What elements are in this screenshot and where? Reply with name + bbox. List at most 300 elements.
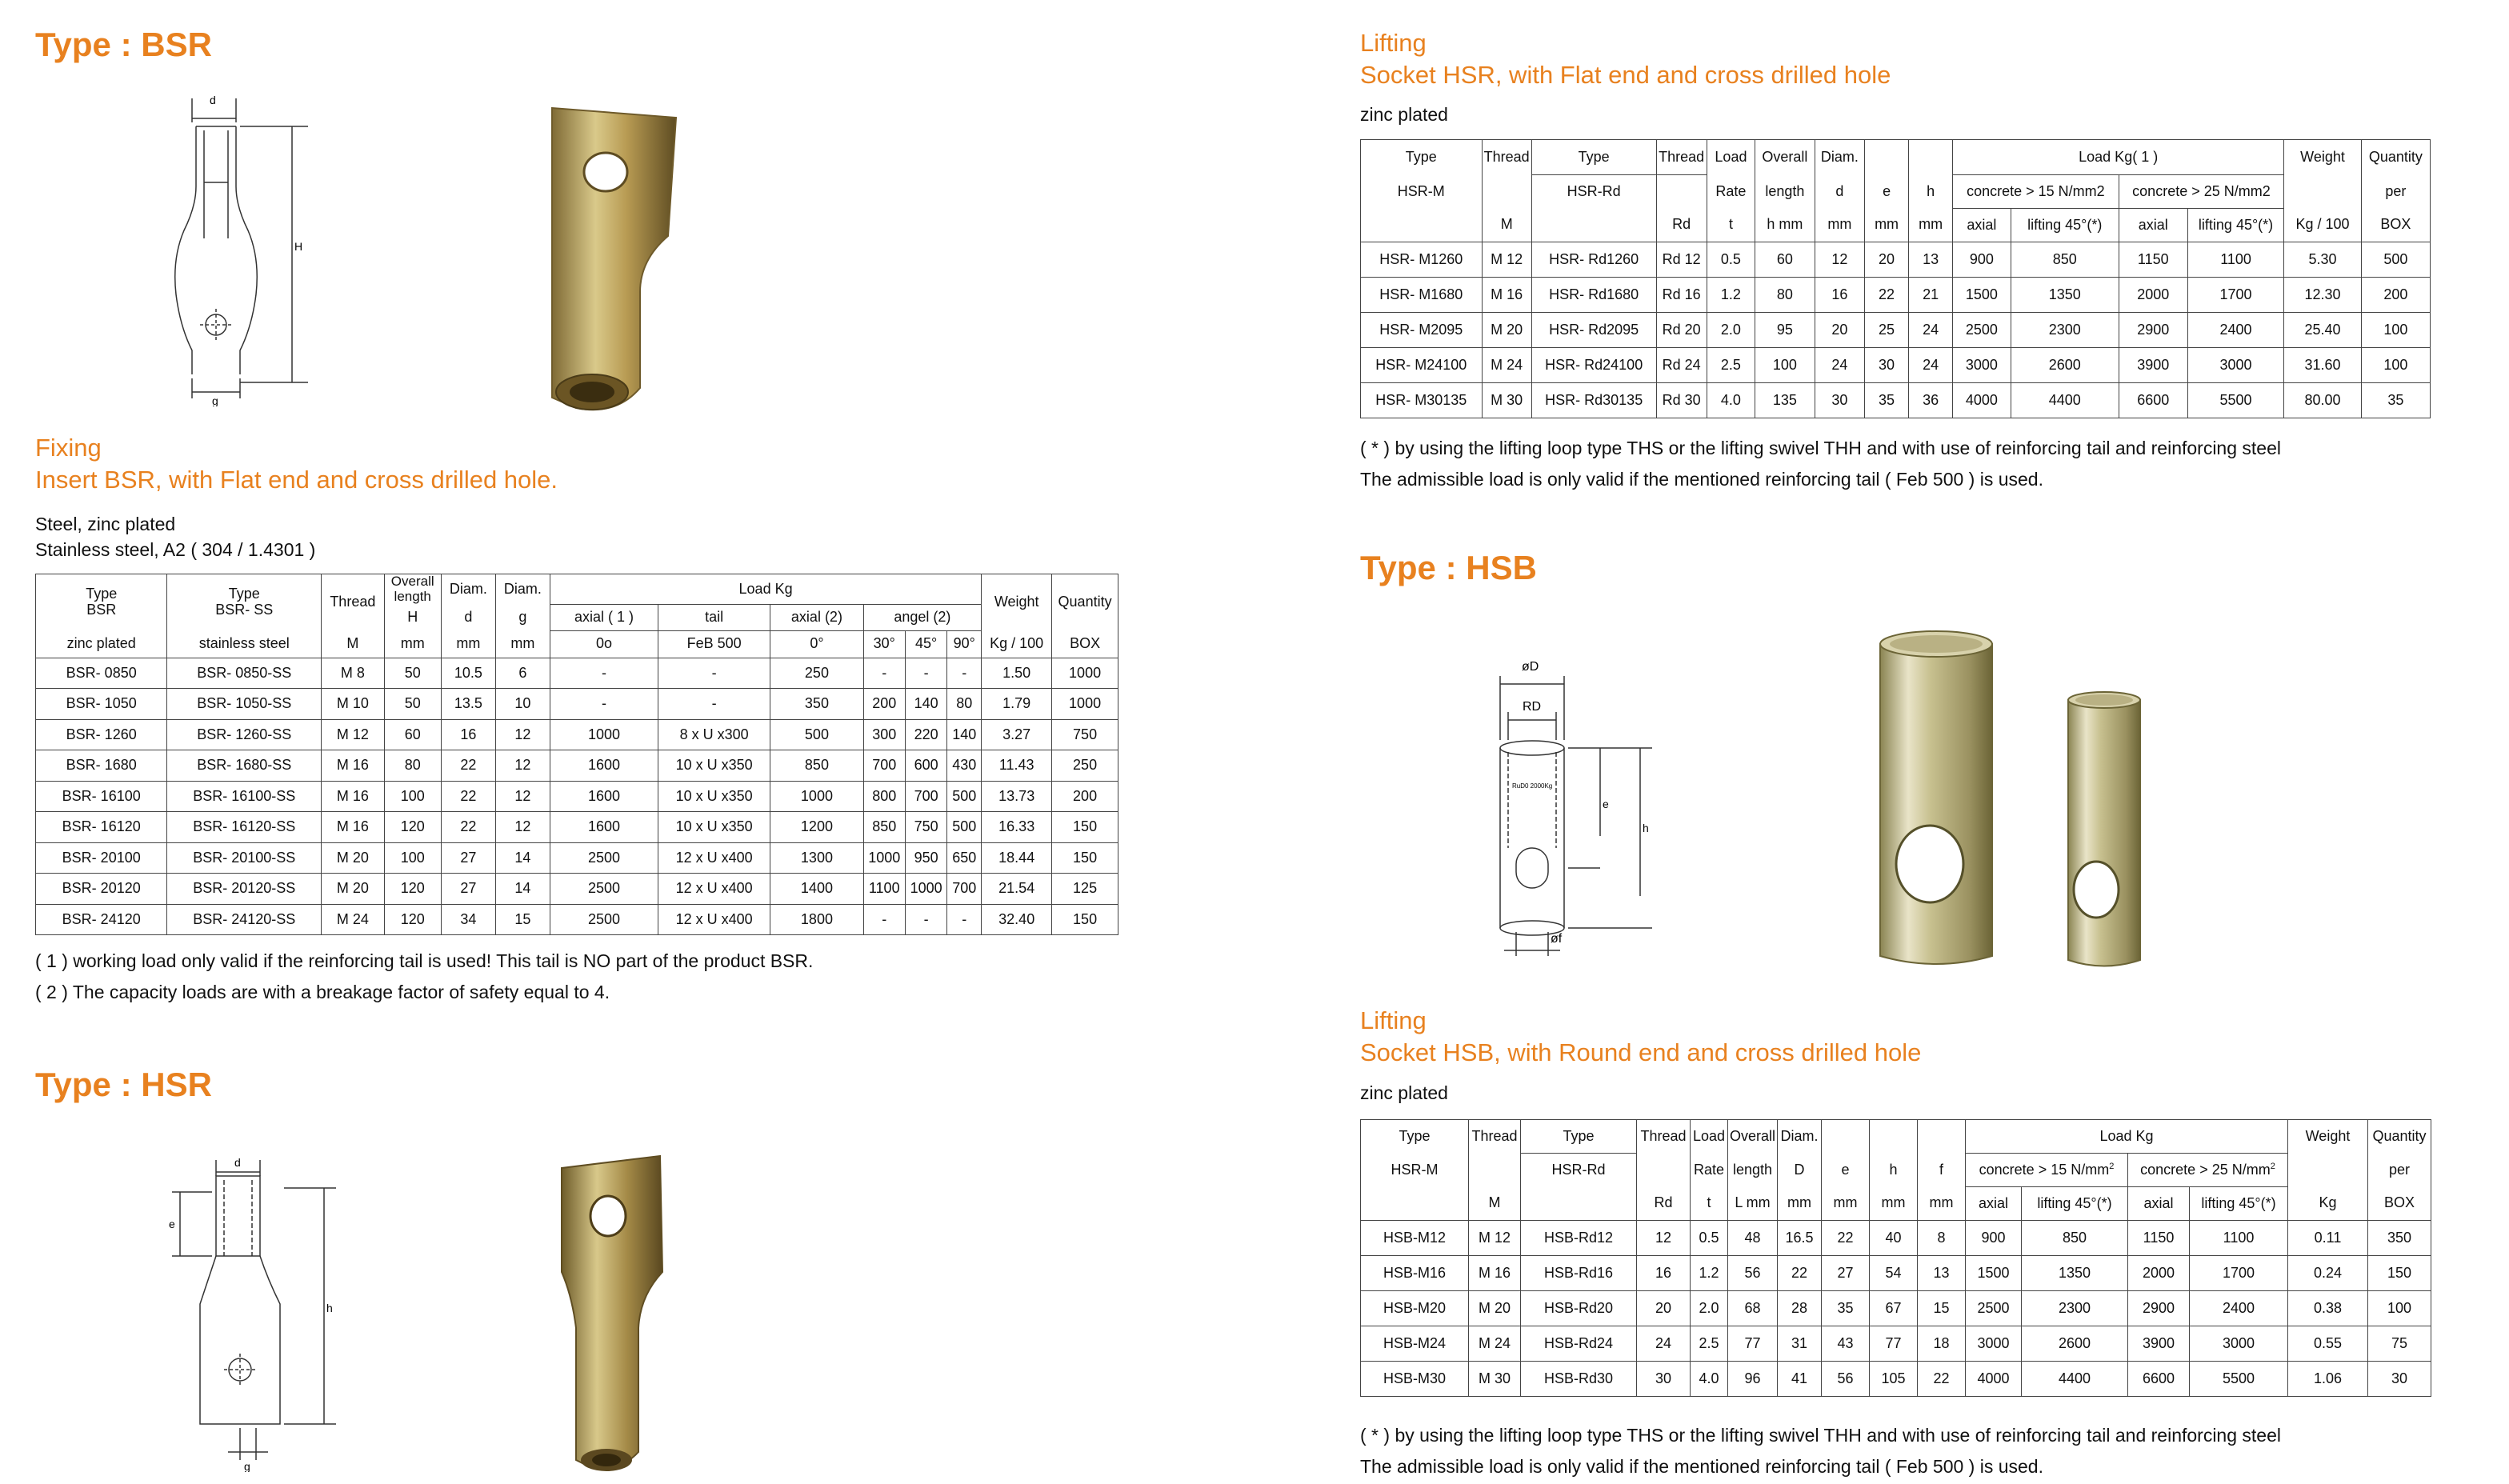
- hsb-dim-rd: RD: [1523, 700, 1542, 714]
- table-cell: 2.5: [1707, 348, 1755, 383]
- table-cell: 2500: [550, 842, 658, 874]
- table-cell: 2000: [2128, 1256, 2190, 1291]
- table-cell: 32.40: [982, 904, 1052, 935]
- table-cell: 1100: [863, 874, 905, 905]
- table-cell: 4.0: [1707, 383, 1755, 418]
- bsr-table-row: [36, 658, 1118, 689]
- table-cell: HSR- Rd24100: [1531, 348, 1656, 383]
- table-cell: 10 x U x350: [658, 750, 770, 782]
- table-cell: 56: [1822, 1362, 1870, 1397]
- table-cell: -: [658, 658, 770, 689]
- table-cell: 22: [441, 781, 495, 812]
- table-cell: 12.30: [2284, 278, 2362, 313]
- table-cell: 22: [1865, 278, 1909, 313]
- table-cell: 850: [2011, 242, 2119, 278]
- table-cell: 1000: [770, 781, 863, 812]
- table-cell: 140: [947, 719, 982, 750]
- hsb-table-row: [1361, 1362, 2431, 1397]
- table-cell: 1700: [2190, 1256, 2288, 1291]
- table-cell: 10 x U x350: [658, 781, 770, 812]
- table-cell: 75: [2368, 1326, 2431, 1362]
- bsr-material-2: Stainless steel, A2 ( 304 / 1.4301 ): [35, 539, 316, 560]
- table-cell: 22: [441, 812, 495, 843]
- table-cell: HSR- M2095: [1361, 313, 1483, 348]
- bsr-material-1: Steel, zinc plated: [35, 514, 176, 534]
- table-cell: HSR- M30135: [1361, 383, 1483, 418]
- table-cell: 200: [2361, 278, 2430, 313]
- table-cell: 54: [1870, 1256, 1918, 1291]
- hsb-table-row: [1361, 1221, 2431, 1256]
- hsb-table-row: [1361, 1256, 2431, 1291]
- table-cell: M 24: [322, 904, 385, 935]
- table-cell: 68: [1728, 1291, 1778, 1326]
- table-cell: BSR- 1680: [36, 750, 167, 782]
- table-cell: 1600: [550, 812, 658, 843]
- table-cell: 3000: [1953, 348, 2011, 383]
- table-cell: -: [905, 904, 946, 935]
- table-cell: 12 x U x400: [658, 842, 770, 874]
- table-cell: 140: [905, 689, 946, 720]
- table-cell: 100: [384, 781, 441, 812]
- table-cell: -: [947, 658, 982, 689]
- table-cell: 4000: [1966, 1362, 2022, 1397]
- table-cell: 12: [495, 781, 550, 812]
- table-cell: 1300: [770, 842, 863, 874]
- table-cell: 350: [2368, 1221, 2431, 1256]
- hsb-table-row: [1361, 1326, 2431, 1362]
- table-cell: 700: [863, 750, 905, 782]
- table-cell: BSR- 0850: [36, 658, 167, 689]
- table-cell: 16.5: [1778, 1221, 1822, 1256]
- table-cell: 35: [1865, 383, 1909, 418]
- table-cell: 22: [1918, 1362, 1966, 1397]
- table-cell: 30: [2368, 1362, 2431, 1397]
- table-cell: 0.55: [2288, 1326, 2368, 1362]
- table-cell: 100: [1755, 348, 1815, 383]
- table-cell: HSB-M30: [1361, 1362, 1469, 1397]
- hsb-table-row: [1361, 1291, 2431, 1326]
- hsr-spec-table: Type Thread Type Thread Load Overall Diam. Load Kg( 1 ) Weight Quantity HSR-M HSR-Rd Rate length d e h concrete > 15 N/mm2 concrete > 25 N/mm2 per M Rd t h mm mm mm mm axial lifting 45°(*) axial lifting 45°(*) Kg / 100 BOX HSR- M1260 M 12 HSR- Rd1260 Rd 12 0.5 60 12 20 13 900 850 1150 1100 5.30 500 HSR- M1680 M 16 HSR- Rd1680 Rd 16 1.2 80 16 22 21 1500 1350 2000 1700 12.30 200 HSR- M2095 M 20 HSR- Rd2095 Rd 20 2.0 95 20 25 24 2500 2300 2900 2400 25.40 100 HSR- M24100 M 24 HSR- Rd24100 Rd 24 2.5 100 24 30 24 3000 2600 3900 3000 31.60 100 HSR- M30135 M 30 HSR- Rd30135 Rd 30 4.0 135 30 35 36 4000 4400 6600 5500 80.00 35: [1360, 139, 2431, 418]
- table-cell: 3000: [2187, 348, 2283, 383]
- table-cell: 1800: [770, 904, 863, 935]
- table-cell: 2500: [1953, 313, 2011, 348]
- table-cell: HSB-Rd16: [1521, 1256, 1637, 1291]
- table-cell: 40: [1870, 1221, 1918, 1256]
- bsr-type-title: Type : BSR: [35, 26, 212, 63]
- hsb-dim-od: øD: [1522, 660, 1539, 674]
- table-cell: 31: [1778, 1326, 1822, 1362]
- bsr-dim-d: d: [210, 94, 216, 106]
- table-cell: 350: [770, 689, 863, 720]
- table-cell: 100: [2361, 348, 2430, 383]
- table-cell: 15: [495, 904, 550, 935]
- table-cell: 120: [384, 874, 441, 905]
- table-cell: 850: [863, 812, 905, 843]
- table-cell: BSR- 20120: [36, 874, 167, 905]
- table-cell: 700: [947, 874, 982, 905]
- bsr-section-title: Fixing: [35, 434, 102, 462]
- table-cell: BSR- 16100-SS: [167, 781, 322, 812]
- table-cell: 4400: [2022, 1362, 2128, 1397]
- hsb-spec-table: Type Thread Type Thread Load Overall Diam. Load Kg Weight Quantity HSR-M HSR-Rd Rate length D e h f concrete > 15 $N/mm^2$ concrete > 25 $N/mm^2$ per M Rd t L mm mm mm mm mm axial lifting 45°(*) axial lifting 45°(*) Kg BOX HSB-M12 M 12 HSB-Rd12 12 0.5 48 16.5 22 40 8 900 850 1150 1100 0.11 350 HSB-M16 M 16 HSB-Rd16 16 1.2 56 22 27 54 13 1500 1350 2000 1700 0.24 150 HSB-M20 M 20 HSB-Rd20 20 2.0 68 28 35 67 15 2500 2300 2900 2400 0.38 100 HSB-M24 M 24 HSB-Rd24 24 2.5 77 31 43 77 18 3000 2600 3900 3000 0.55 75 HSB-M30 M 30 HSB-Rd30 30 4.0 96 41 56 105 22 4000 4400 6600 5500 1.06 30: [1360, 1119, 2431, 1397]
- table-cell: 220: [905, 719, 946, 750]
- table-cell: M 16: [322, 750, 385, 782]
- table-cell: -: [863, 658, 905, 689]
- table-cell: BSR- 16120: [36, 812, 167, 843]
- table-cell: 13: [1918, 1256, 1966, 1291]
- table-cell: 12: [495, 750, 550, 782]
- bsr-note-2: ( 2 ) The capacity loads are with a breakage factor of safety equal to 4.: [35, 982, 610, 1002]
- table-cell: 21.54: [982, 874, 1052, 905]
- table-cell: 60: [384, 719, 441, 750]
- table-cell: BSR- 1680-SS: [167, 750, 322, 782]
- table-cell: -: [905, 658, 946, 689]
- table-cell: 650: [947, 842, 982, 874]
- table-cell: -: [550, 689, 658, 720]
- table-cell: M 20: [1482, 313, 1531, 348]
- table-cell: 1150: [2128, 1221, 2190, 1256]
- table-cell: 10: [495, 689, 550, 720]
- table-cell: 0.38: [2288, 1291, 2368, 1326]
- table-cell: HSR- Rd30135: [1531, 383, 1656, 418]
- table-cell: 0.24: [2288, 1256, 2368, 1291]
- table-cell: 13.5: [441, 689, 495, 720]
- table-cell: 60: [1755, 242, 1815, 278]
- table-cell: 1.79: [982, 689, 1052, 720]
- table-cell: 14: [495, 842, 550, 874]
- table-cell: 1350: [2011, 278, 2119, 313]
- table-cell: 12 x U x400: [658, 904, 770, 935]
- table-cell: 12: [1637, 1221, 1691, 1256]
- table-cell: 250: [770, 658, 863, 689]
- hsb-dim-h: h: [1643, 822, 1649, 834]
- table-cell: 6: [495, 658, 550, 689]
- table-cell: 500: [770, 719, 863, 750]
- table-cell: 80: [947, 689, 982, 720]
- table-cell: BSR- 1050: [36, 689, 167, 720]
- table-cell: 80: [1755, 278, 1815, 313]
- table-cell: 95: [1755, 313, 1815, 348]
- table-cell: 13.73: [982, 781, 1052, 812]
- table-cell: BSR- 16120-SS: [167, 812, 322, 843]
- table-cell: M 16: [1482, 278, 1531, 313]
- table-cell: 1600: [550, 781, 658, 812]
- table-cell: 34: [441, 904, 495, 935]
- bsr-table-row: [36, 781, 1118, 812]
- table-cell: 200: [1052, 781, 1118, 812]
- table-cell: 3900: [2119, 348, 2187, 383]
- table-cell: 10 x U x350: [658, 812, 770, 843]
- table-cell: 25: [1865, 313, 1909, 348]
- hsb-product-photo: [1864, 620, 2168, 980]
- hsr-note-1: ( * ) by using the lifting loop type THS or the lifting swivel THH and with use of reinforcing tail and reinforcing steel: [1360, 438, 2281, 458]
- table-cell: Rd 24: [1656, 348, 1707, 383]
- table-cell: 750: [1052, 719, 1118, 750]
- bsr-product-photo: [520, 100, 720, 416]
- table-cell: 150: [1052, 812, 1118, 843]
- table-cell: 800: [863, 781, 905, 812]
- table-cell: 50: [384, 689, 441, 720]
- table-cell: 300: [863, 719, 905, 750]
- table-cell: 2500: [550, 874, 658, 905]
- table-cell: 1150: [2119, 242, 2187, 278]
- table-cell: HSB-M16: [1361, 1256, 1469, 1291]
- table-cell: 500: [947, 781, 982, 812]
- table-cell: Rd 12: [1656, 242, 1707, 278]
- table-cell: 2600: [2022, 1326, 2128, 1362]
- bsr-dim-h: H: [294, 240, 303, 253]
- table-cell: 500: [2361, 242, 2430, 278]
- table-cell: 1700: [2187, 278, 2283, 313]
- table-cell: M 12: [1469, 1221, 1521, 1256]
- hsr-dim-g: g: [244, 1460, 250, 1472]
- table-cell: 18.44: [982, 842, 1052, 874]
- table-cell: 250: [1052, 750, 1118, 782]
- table-cell: M 16: [322, 781, 385, 812]
- table-cell: 16: [1815, 278, 1864, 313]
- table-cell: 850: [2022, 1221, 2128, 1256]
- table-cell: M 10: [322, 689, 385, 720]
- table-cell: 105: [1870, 1362, 1918, 1397]
- table-cell: 2500: [550, 904, 658, 935]
- table-cell: M 8: [322, 658, 385, 689]
- bsr-dim-g: g: [212, 394, 218, 406]
- table-cell: 20: [1815, 313, 1864, 348]
- table-cell: 900: [1953, 242, 2011, 278]
- table-cell: 3000: [2190, 1326, 2288, 1362]
- table-cell: 30: [1865, 348, 1909, 383]
- table-cell: 14: [495, 874, 550, 905]
- hsb-section-title: Lifting: [1360, 1006, 1427, 1034]
- hsr-section-subtitle: Socket HSR, with Flat end and cross drilled hole: [1360, 61, 1891, 89]
- table-cell: BSR- 16100: [36, 781, 167, 812]
- bsr-table-row: [36, 904, 1118, 935]
- table-cell: HSR- M1260: [1361, 242, 1483, 278]
- table-cell: 850: [770, 750, 863, 782]
- table-cell: 430: [947, 750, 982, 782]
- table-cell: 20: [1865, 242, 1909, 278]
- bsr-table-row: [36, 750, 1118, 782]
- hsb-section-subtitle: Socket HSB, with Round end and cross drilled hole: [1360, 1038, 1922, 1066]
- bsr-table-row: [36, 842, 1118, 874]
- table-cell: 43: [1822, 1326, 1870, 1362]
- hsr-table-row: [1361, 383, 2431, 418]
- table-cell: 22: [1778, 1256, 1822, 1291]
- table-cell: 150: [1052, 842, 1118, 874]
- table-cell: 3000: [1966, 1326, 2022, 1362]
- table-cell: 2500: [1966, 1291, 2022, 1326]
- table-cell: 18: [1918, 1326, 1966, 1362]
- hsb-note-2: The admissible load is only valid if the mentioned reinforcing tail ( Feb 500 ) is used.: [1360, 1456, 2043, 1477]
- table-cell: 16: [1637, 1256, 1691, 1291]
- table-cell: 12 x U x400: [658, 874, 770, 905]
- table-cell: Rd 30: [1656, 383, 1707, 418]
- table-cell: 77: [1728, 1326, 1778, 1362]
- hsr-note-2: The admissible load is only valid if the mentioned reinforcing tail ( Feb 500 ) is used.: [1360, 469, 2043, 490]
- table-cell: Rd 20: [1656, 313, 1707, 348]
- table-cell: 2.0: [1691, 1291, 1728, 1326]
- hsb-material: zinc plated: [1360, 1082, 1448, 1103]
- table-cell: 1100: [2190, 1221, 2288, 1256]
- table-cell: HSB-M12: [1361, 1221, 1469, 1256]
- bsr-section-subtitle: Insert BSR, with Flat end and cross drilled hole.: [35, 466, 558, 494]
- table-cell: 24: [1909, 348, 1953, 383]
- table-cell: -: [863, 904, 905, 935]
- table-cell: 4000: [1953, 383, 2011, 418]
- table-cell: 5.30: [2284, 242, 2362, 278]
- table-cell: 67: [1870, 1291, 1918, 1326]
- table-cell: 3900: [2128, 1326, 2190, 1362]
- table-cell: 1.2: [1707, 278, 1755, 313]
- table-cell: 24: [1637, 1326, 1691, 1362]
- table-cell: 2900: [2128, 1291, 2190, 1326]
- table-cell: -: [550, 658, 658, 689]
- table-cell: 2400: [2187, 313, 2283, 348]
- bsr-note-1: ( 1 ) working load only valid if the reinforcing tail is used! This tail is NO part of the product BSR.: [35, 950, 814, 971]
- table-cell: BSR- 24120-SS: [167, 904, 322, 935]
- table-cell: 0.5: [1707, 242, 1755, 278]
- bsr-table-row: [36, 812, 1118, 843]
- bsr-spec-table: Type BSR Type BSR- SS Thread Overall length Diam. Diam. Load Kg Weight Quantity H d g axial ( 1 ) tail axial (2) angel (2) zinc plated stainless steel M mm mm mm 0o FeB 500 0° 30° 45° 90° Kg / 100 BOX BSR- 0850 BSR- 0850-SS M 8 50 10.5 6 - - 250 - - - 1.50 1000 BSR- 1050 BSR- 1050-SS M 10 50 13.5 10 - - 350 200 140 80 1.79 1000 BSR- 1260 BSR- 1260-SS M 12 60 16 12 1000 8 x U x300 500 300 220 140 3.27 750 BSR- 1680 BSR- 1680-SS M 16 80 22 12 1600 10 x U x350 850 700 600 430 11.43 250 BSR- 16100 BSR- 16100-SS M 16 100 22 12 1600 10 x U x350 1000 800 700 500 13.73 200 BSR- 16120 BSR- 16120-SS M 16 120 22 12 1600 10 x U x350 1200 850 750 500 16.33 150 BSR- 20100 BSR- 20100-SS M 20 100 27 14 2500 12 x U x400 1300 1000 950 650 18.44 150 BSR- 20120 BSR- 20120-SS M 20 120 27 14 2500 12 x U x400 1400 1100 1000 700 21.54 125 BSR- 24120 BSR- 24120-SS M 24 120 34 15 2500 12 x U x400 1800 - - - 32.40 150: [35, 574, 1118, 935]
- table-cell: 41: [1778, 1362, 1822, 1397]
- table-cell: 22: [1822, 1221, 1870, 1256]
- table-cell: 125: [1052, 874, 1118, 905]
- table-cell: BSR- 20120-SS: [167, 874, 322, 905]
- table-cell: 1400: [770, 874, 863, 905]
- hsr-type-title: Type : HSR: [35, 1066, 212, 1103]
- table-cell: BSR- 1260-SS: [167, 719, 322, 750]
- hsr-table-row: [1361, 348, 2431, 383]
- bsr-table-row: [36, 874, 1118, 905]
- table-cell: 1000: [905, 874, 946, 905]
- table-cell: 36: [1909, 383, 1953, 418]
- table-cell: HSR- Rd2095: [1531, 313, 1656, 348]
- hsr-material: zinc plated: [1360, 104, 1448, 125]
- table-cell: HSR- Rd1680: [1531, 278, 1656, 313]
- table-cell: 11.43: [982, 750, 1052, 782]
- table-cell: 100: [2361, 313, 2430, 348]
- table-cell: 21: [1909, 278, 1953, 313]
- table-cell: HSB-Rd24: [1521, 1326, 1637, 1362]
- table-cell: 2600: [2011, 348, 2119, 383]
- table-cell: 25.40: [2284, 313, 2362, 348]
- table-cell: 900: [1966, 1221, 2022, 1256]
- table-cell: 2000: [2119, 278, 2187, 313]
- table-cell: 2.5: [1691, 1326, 1728, 1362]
- table-cell: 30: [1637, 1362, 1691, 1397]
- table-cell: 4400: [2011, 383, 2119, 418]
- table-cell: HSB-M20: [1361, 1291, 1469, 1326]
- table-cell: 1.50: [982, 658, 1052, 689]
- table-cell: 750: [905, 812, 946, 843]
- table-cell: M 20: [322, 842, 385, 874]
- table-cell: 48: [1728, 1221, 1778, 1256]
- hsb-dim-e: e: [1603, 798, 1609, 810]
- bsr-table-row: [36, 689, 1118, 720]
- table-cell: M 16: [1469, 1256, 1521, 1291]
- table-cell: 77: [1870, 1326, 1918, 1362]
- table-cell: HSR- Rd1260: [1531, 242, 1656, 278]
- table-cell: 1.06: [2288, 1362, 2368, 1397]
- table-cell: 24: [1909, 313, 1953, 348]
- table-cell: BSR- 1260: [36, 719, 167, 750]
- table-cell: 1000: [550, 719, 658, 750]
- table-cell: 2900: [2119, 313, 2187, 348]
- table-cell: 12: [495, 719, 550, 750]
- table-cell: 24: [1815, 348, 1864, 383]
- table-cell: 20: [1637, 1291, 1691, 1326]
- table-cell: 56: [1728, 1256, 1778, 1291]
- table-cell: 1200: [770, 812, 863, 843]
- hsr-dim-d: d: [234, 1156, 241, 1169]
- table-cell: 16.33: [982, 812, 1052, 843]
- hsb-note-1: ( * ) by using the lifting loop type THS or the lifting swivel THH and with use of reinforcing tail and reinforcing steel: [1360, 1425, 2281, 1446]
- table-cell: 22: [441, 750, 495, 782]
- table-cell: M 12: [322, 719, 385, 750]
- table-cell: M 24: [1482, 348, 1531, 383]
- table-cell: 135: [1755, 383, 1815, 418]
- hsr-product-photo: [552, 1152, 704, 1480]
- table-cell: 27: [441, 842, 495, 874]
- table-cell: 31.60: [2284, 348, 2362, 383]
- table-cell: 8 x U x300: [658, 719, 770, 750]
- table-cell: M 30: [1469, 1362, 1521, 1397]
- table-cell: 500: [947, 812, 982, 843]
- hsr-table-row: [1361, 313, 2431, 348]
- table-cell: BSR- 20100-SS: [167, 842, 322, 874]
- table-cell: 27: [1822, 1256, 1870, 1291]
- table-cell: 1500: [1953, 278, 2011, 313]
- table-cell: 80: [384, 750, 441, 782]
- hsr-dim-e: e: [169, 1218, 175, 1230]
- table-cell: 27: [441, 874, 495, 905]
- table-cell: 30: [1815, 383, 1864, 418]
- table-cell: 3.27: [982, 719, 1052, 750]
- table-cell: 6600: [2119, 383, 2187, 418]
- hsb-dim-of: øf: [1551, 932, 1563, 946]
- table-cell: 28: [1778, 1291, 1822, 1326]
- table-cell: HSR- M1680: [1361, 278, 1483, 313]
- table-cell: 1350: [2022, 1256, 2128, 1291]
- table-cell: 15: [1918, 1291, 1966, 1326]
- hsr-table-row: [1361, 242, 2431, 278]
- table-cell: Rd 16: [1656, 278, 1707, 313]
- table-cell: 1000: [1052, 689, 1118, 720]
- table-cell: M 20: [1469, 1291, 1521, 1326]
- table-cell: 35: [2361, 383, 2430, 418]
- table-cell: 700: [905, 781, 946, 812]
- table-cell: 2.0: [1707, 313, 1755, 348]
- table-cell: HSB-Rd20: [1521, 1291, 1637, 1326]
- table-cell: 600: [905, 750, 946, 782]
- table-cell: 10.5: [441, 658, 495, 689]
- table-cell: 1.2: [1691, 1256, 1728, 1291]
- table-cell: M 30: [1482, 383, 1531, 418]
- table-cell: 0.11: [2288, 1221, 2368, 1256]
- table-cell: 13: [1909, 242, 1953, 278]
- table-cell: BSR- 0850-SS: [167, 658, 322, 689]
- table-cell: 1600: [550, 750, 658, 782]
- table-cell: 100: [384, 842, 441, 874]
- hsb-technical-drawing: [1480, 656, 1672, 960]
- table-cell: 16: [441, 719, 495, 750]
- table-cell: HSB-M24: [1361, 1326, 1469, 1362]
- hsr-section-title: Lifting: [1360, 29, 1427, 57]
- table-cell: 96: [1728, 1362, 1778, 1397]
- table-cell: 35: [1822, 1291, 1870, 1326]
- hsr-table-row: [1361, 278, 2431, 313]
- table-cell: HSB-Rd12: [1521, 1221, 1637, 1256]
